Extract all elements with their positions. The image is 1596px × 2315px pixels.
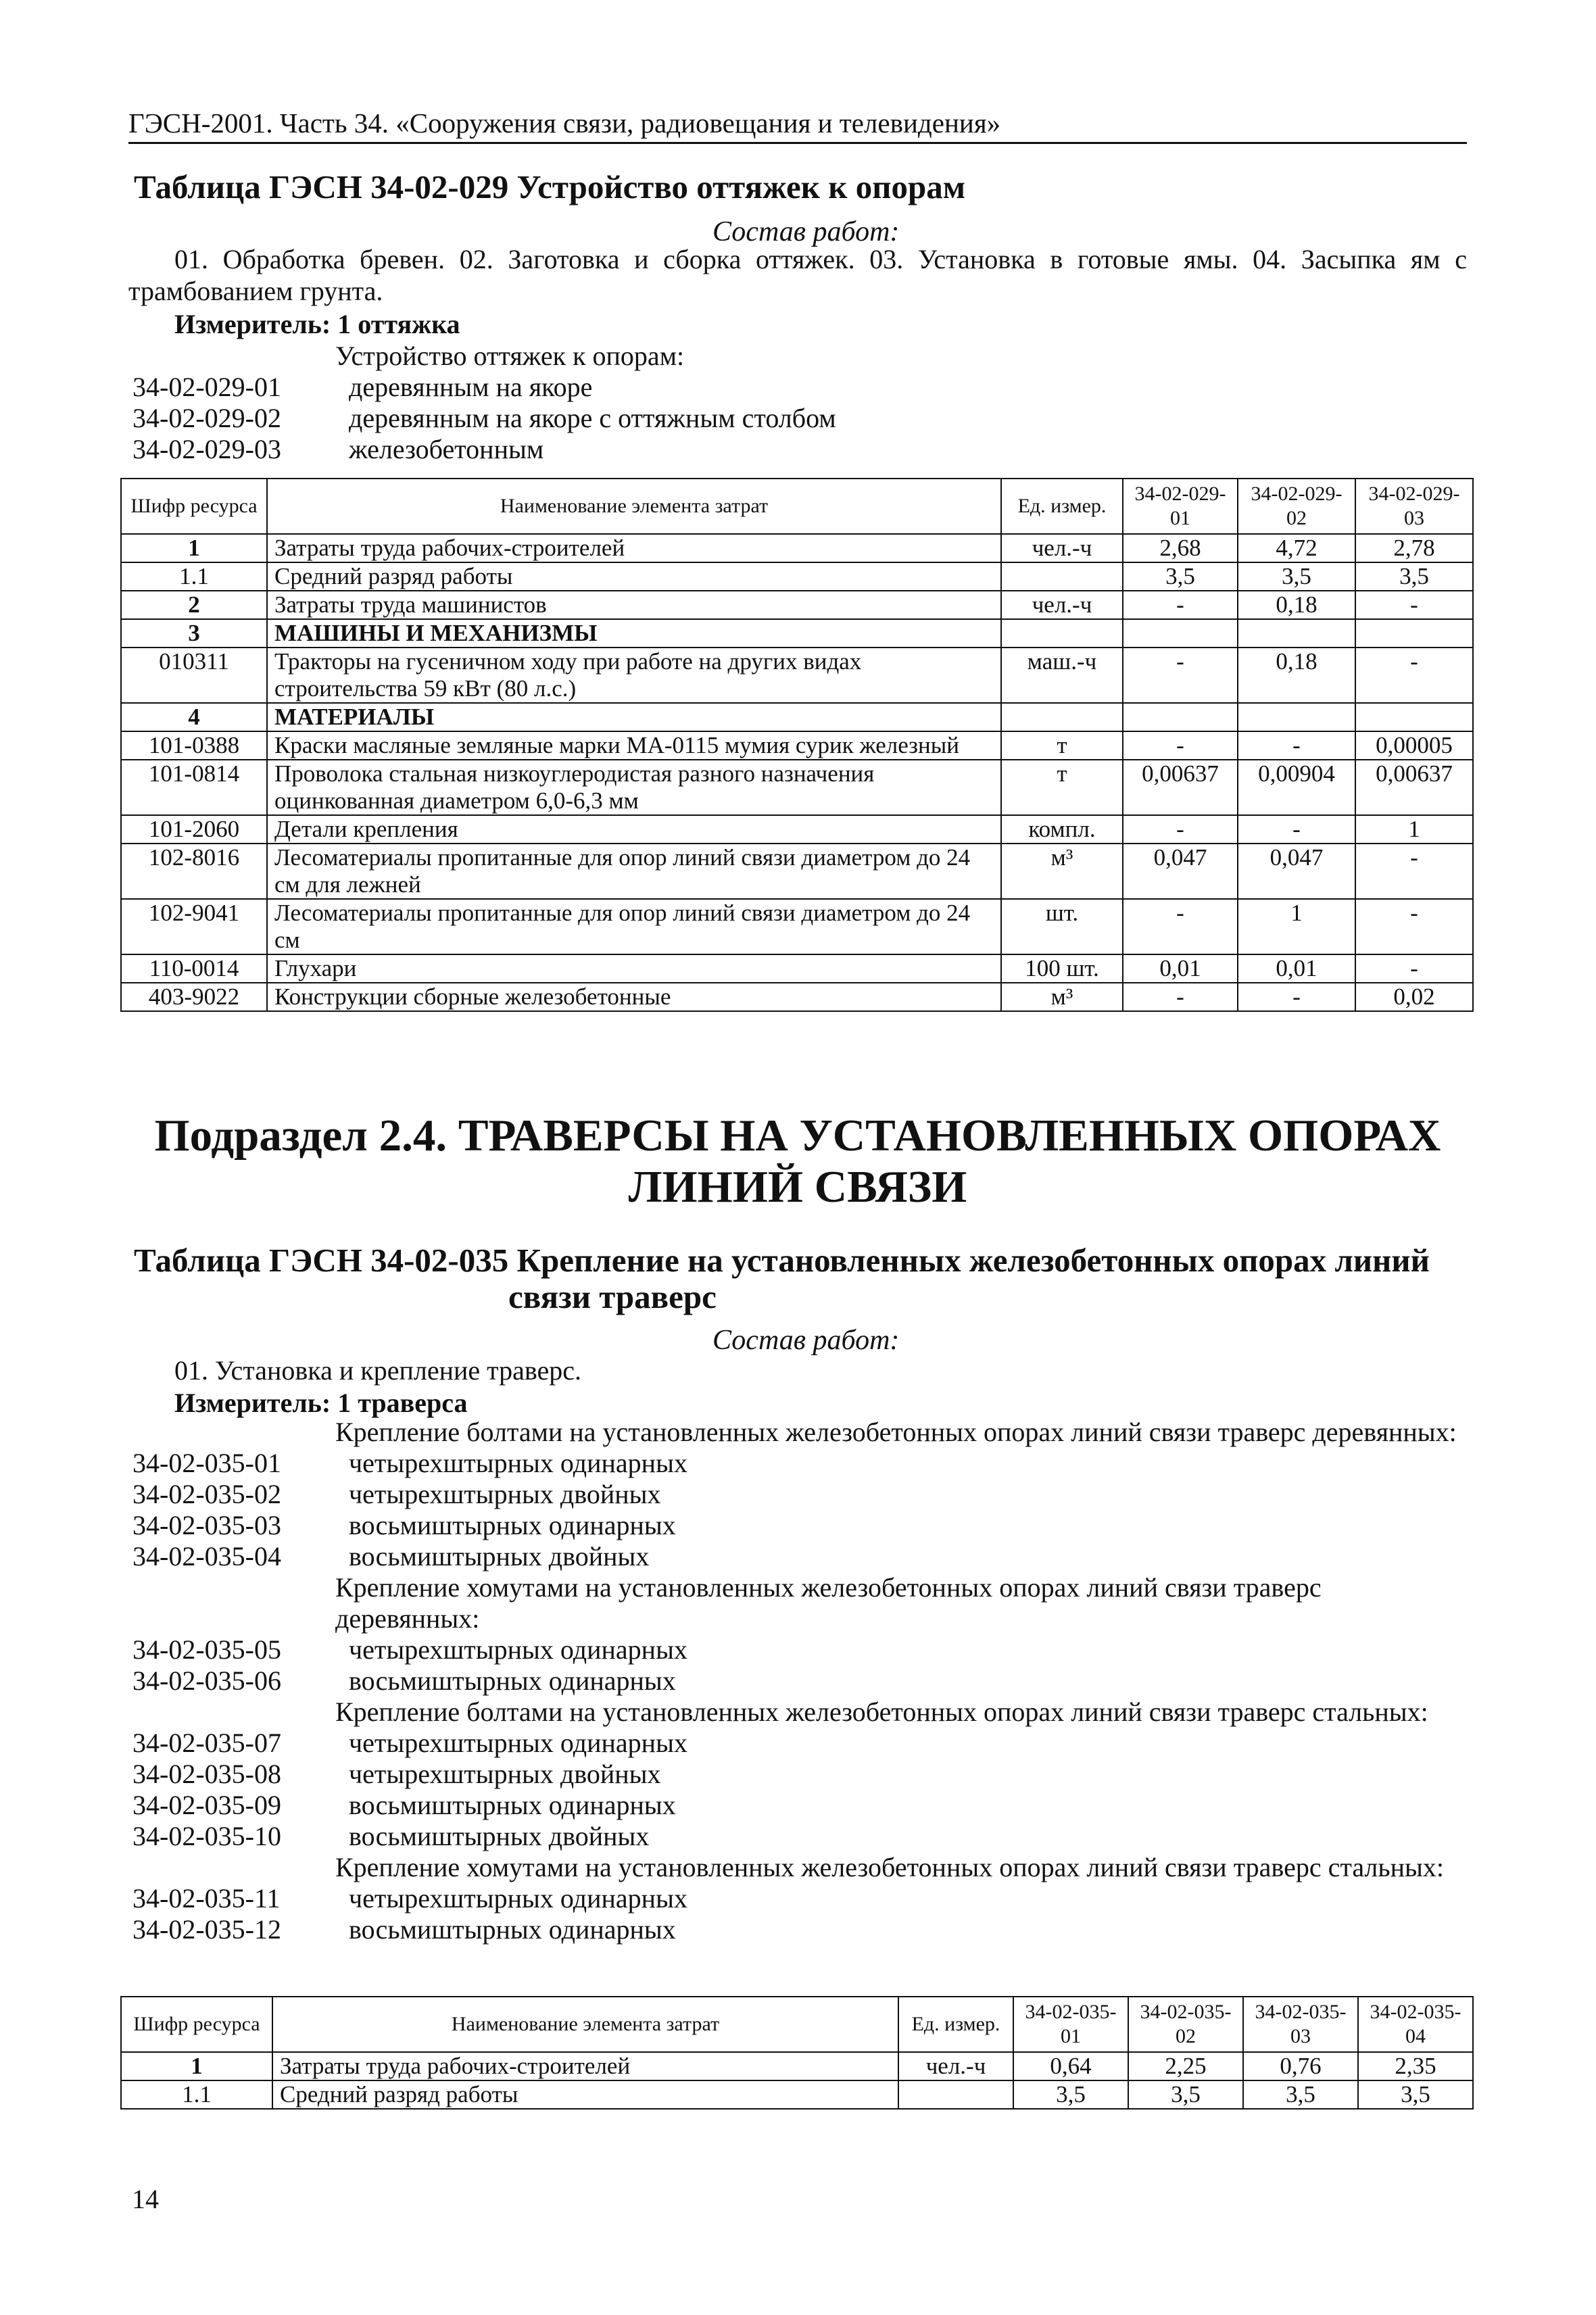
cell-name: Краски масляные земляные марки МА-0115 мумия сурик железный [267,731,1001,760]
table1-composition: 01. Обработка бревен. 02. Заготовка и сборка оттяжек. 03. Установка в готовые ямы. 04. Засыпка ям с трамбованием грунта. [128,244,1467,306]
col-header-code: Шифр ресурса [121,1997,272,2052]
table-row [121,619,1473,648]
variant-item [132,1448,1464,1479]
col-header-variant: 34-02-035-01 [1013,1997,1128,2052]
table2-title-line1: Таблица ГЭСН 34-02-035 Крепление на установленных железобетонных опорах линий [134,1242,1430,1279]
cell-code: 102-8016 [121,844,267,899]
cell-unit: 100 шт. [1001,954,1123,983]
table-row [121,731,1473,760]
col-header-variant: 34-02-029-03 [1355,479,1473,534]
variant-code: 34-02-035-11 [132,1883,281,1914]
cell-unit: чел.-ч [898,2052,1013,2080]
cell-value: - [1123,899,1238,954]
cell-unit: м³ [1001,844,1123,899]
variant-code: 34-02-035-08 [132,1759,281,1789]
table1-header-row [121,479,1473,534]
cell-value: 0,02 [1355,983,1473,1011]
cell-value: 0,01 [1238,954,1355,983]
cell-value: 3,5 [1123,562,1238,591]
cell-value: - [1355,954,1473,983]
cell-code: 110-0014 [121,954,267,983]
section-title: Подраздел 2.4. ТРАВЕРСЫ НА УСТАНОВЛЕННЫХ ОПОРАХ ЛИНИЙ СВЯЗИ [154,1111,1441,1212]
table1-group-materials [121,703,1473,1011]
cell-value: 3,5 [1128,2080,1243,2109]
cell-value: 0,00637 [1123,760,1238,815]
cell-value: 0,64 [1013,2052,1128,2080]
cell-value: 0,00637 [1355,760,1473,815]
table1-group-machines [121,619,1473,703]
cell-name: Конструкции сборные железобетонные [267,983,1001,1011]
cell-unit [1001,562,1123,591]
variant-code: 34-02-035-06 [132,1665,281,1696]
col-header-variant: 34-02-035-02 [1128,1997,1243,2052]
variant-item [132,1634,1464,1665]
cell-name: Глухари [267,954,1001,983]
table1-group-labor [121,534,1473,591]
table2-header-row [121,1997,1473,2052]
variant-item [132,403,836,434]
cell-name: Средний разряд работы [267,562,1001,591]
cell-code: 1 [121,534,267,562]
cell-value [1123,619,1238,648]
cell-code: 1.1 [121,2080,272,2109]
table-row [121,562,1473,591]
cell-value: 3,5 [1355,562,1473,591]
cell-value: 4,72 [1238,534,1355,562]
variant-item [132,1759,1464,1790]
variant-name: восьмиштырных одинарных [349,1665,676,1696]
cell-unit: т [1001,760,1123,815]
cell-name: Детали крепления [267,815,1001,844]
variant-item [132,1479,1464,1510]
col-header-unit: Ед. измер. [1001,479,1123,534]
table-row [121,899,1473,954]
table2-grid [120,1996,1474,2110]
page-number: 14 [132,2184,159,2214]
cell-value: 0,01 [1123,954,1238,983]
variant-name: восьмиштырных одинарных [349,1790,676,1820]
variant-code: 34-02-035-03 [132,1510,281,1540]
cell-value: - [1355,899,1473,954]
cell-unit: чел.-ч [1001,534,1123,562]
cell-value: 0,047 [1123,844,1238,899]
table1-title: Таблица ГЭСН 34-02-029 Устройство оттяжек к опорам [134,168,966,205]
cell-value: - [1238,731,1355,760]
cell-code: 101-0814 [121,760,267,815]
cell-name: Тракторы на гусеничном ходу при работе на других видах строительства 59 кВт (80 л.с.) [267,648,1001,703]
cell-name: МАШИНЫ И МЕХАНИЗМЫ [267,619,1001,648]
cell-code: 102-9041 [121,899,267,954]
cell-unit [1001,619,1123,648]
variant-code: 34-02-035-07 [132,1728,281,1758]
cell-value: 2,25 [1128,2052,1243,2080]
variant-item [132,1790,1464,1821]
cell-value: 3,5 [1013,2080,1128,2109]
cell-value [1355,703,1473,731]
table1-variants [132,372,836,465]
cell-value: - [1123,648,1238,703]
cell-unit [1001,703,1123,731]
cell-code: 3 [121,619,267,648]
cell-name: МАТЕРИАЛЫ [267,703,1001,731]
variant-name: деревянным на якоре с оттяжным столбом [349,403,836,433]
variant-item [132,1665,1464,1697]
cell-code: 4 [121,703,267,731]
variant-code: 34-02-035-05 [132,1634,281,1665]
cell-value: 2,68 [1123,534,1238,562]
page-header: ГЭСН-2001. Часть 34. «Сооружения связи, радиовещания и телевидения» [128,107,1001,139]
cell-value: 0,76 [1243,2052,1358,2080]
cell-unit: чел.-ч [1001,591,1123,619]
cell-name: Лесоматериалы пропитанные для опор линий связи диаметром до 24 см [267,899,1001,954]
variant-code: 34-02-029-02 [132,403,281,433]
cell-unit: компл. [1001,815,1123,844]
cell-value [1238,703,1355,731]
cell-value: 0,00005 [1355,731,1473,760]
variant-name: четырехштырных двойных [349,1759,661,1789]
variant-item [132,372,836,403]
table-row [121,703,1473,731]
cell-value: 3,5 [1358,2080,1473,2109]
table1-group-operators [121,591,1473,619]
cell-value: - [1355,591,1473,619]
table-row [121,2052,1473,2080]
cell-name: Лесоматериалы пропитанные для опор линий связи диаметром до 24 см для лежней [267,844,1001,899]
col-header-variant: 34-02-035-04 [1358,1997,1473,2052]
table1-grid [120,478,1474,1012]
cell-name: Проволока стальная низкоуглеродистая разного назначения оцинкованная диаметром 6,0-6,3 мм [267,760,1001,815]
cell-value: 1 [1238,899,1355,954]
col-header-variant: 34-02-029-01 [1123,479,1238,534]
col-header-variant: 34-02-035-03 [1243,1997,1358,2052]
variant-name: четырехштырных одинарных [349,1883,687,1914]
cell-unit: маш.-ч [1001,648,1123,703]
variant-item [132,1510,1464,1541]
cell-value: 3,5 [1238,562,1355,591]
cell-value [1238,619,1355,648]
table1-group-title: Устройство оттяжек к опорам: [335,341,685,371]
cell-code: 2 [121,591,267,619]
cell-value: - [1238,983,1355,1011]
cell-value: - [1123,815,1238,844]
variant-code: 34-02-029-03 [132,434,281,464]
table-row [121,954,1473,983]
variant-name: четырехштырных одинарных [349,1634,687,1665]
variant-item [132,1728,1464,1759]
table2-group-labor [121,2052,1473,2109]
variant-name: восьмиштырных двойных [349,1821,650,1851]
col-header-unit: Ед. измер. [898,1997,1013,2052]
header-rule [128,142,1467,144]
variant-code: 34-02-029-01 [132,372,281,402]
col-header-code: Шифр ресурса [121,479,267,534]
cell-value: - [1238,815,1355,844]
col-header-variant: 34-02-029-02 [1238,479,1355,534]
table2-title-line2: связи траверс [508,1278,717,1315]
table-row [121,591,1473,619]
variant-item [132,1883,1464,1914]
cell-value: - [1355,844,1473,899]
cell-code: 101-2060 [121,815,267,844]
table-row [121,760,1473,815]
variant-name: восьмиштырных одинарных [349,1914,676,1945]
cell-value: 0,18 [1238,591,1355,619]
cell-value: - [1123,983,1238,1011]
col-header-name: Наименование элемента затрат [267,479,1001,534]
variant-code: 34-02-035-01 [132,1448,281,1478]
table2-measure: Измеритель: 1 траверса [174,1388,468,1418]
table2-composition: 01. Установка и крепление траверс. [174,1355,582,1386]
cell-unit: шт. [1001,899,1123,954]
table-row [121,844,1473,899]
cell-code: 1.1 [121,562,267,591]
cell-value [1355,619,1473,648]
table1-measure: Измеритель: 1 оттяжка [174,309,460,339]
variant-code: 34-02-035-04 [132,1541,281,1571]
cell-code: 1 [121,2052,272,2080]
variant-name: четырехштырных двойных [349,1479,661,1509]
cell-value: - [1123,731,1238,760]
table-row [121,815,1473,844]
table1-composition-label: Состав работ: [712,216,900,247]
cell-name: Затраты труда рабочих-строителей [267,534,1001,562]
variant-group-title: Крепление хомутами на установленных железобетонных опорах линий связи траверс деревянных: [335,1572,1322,1634]
variant-item [132,1914,1464,1945]
variant-code: 34-02-035-10 [132,1821,281,1851]
cell-value: - [1123,591,1238,619]
variant-item [132,1541,1464,1572]
cell-unit: т [1001,731,1123,760]
variant-name: железобетонным [349,434,544,464]
variant-item [132,434,836,465]
cell-unit: м³ [1001,983,1123,1011]
variant-group-title: Крепление болтами на установленных железобетонных опорах линий связи траверс стальных: [335,1697,1428,1727]
cell-value: 0,047 [1238,844,1355,899]
table2-composition-label: Состав работ: [712,1325,900,1356]
variant-name: восьмиштырных двойных [349,1541,650,1571]
cell-unit [898,2080,1013,2109]
cell-name: Затраты труда рабочих-строителей [272,2052,898,2080]
cell-name: Средний разряд работы [272,2080,898,2109]
variant-code: 34-02-035-09 [132,1790,281,1820]
table-row [121,983,1473,1011]
variant-code: 34-02-035-02 [132,1479,281,1509]
cell-value: - [1355,648,1473,703]
variant-group-title: Крепление хомутами на установленных железобетонных опорах линий связи траверс стальных: [335,1852,1445,1882]
cell-value: 2,78 [1355,534,1473,562]
table-row [121,648,1473,703]
variant-name: четырехштырных одинарных [349,1728,687,1758]
cell-value: 3,5 [1243,2080,1358,2109]
cell-code: 403-9022 [121,983,267,1011]
table2-variants [132,1417,1464,1945]
cell-value: 0,18 [1238,648,1355,703]
cell-value: 0,00904 [1238,760,1355,815]
variant-name: четырехштырных одинарных [349,1448,687,1478]
table-row [121,2080,1473,2109]
col-header-name: Наименование элемента затрат [272,1997,898,2052]
cell-value: 1 [1355,815,1473,844]
cell-code: 010311 [121,648,267,703]
variant-name: деревянным на якоре [349,372,593,402]
variant-item [132,1821,1464,1852]
cell-value [1123,703,1238,731]
cell-code: 101-0388 [121,731,267,760]
variant-code: 34-02-035-12 [132,1914,281,1945]
cell-value: 2,35 [1358,2052,1473,2080]
table-row [121,534,1473,562]
variant-name: восьмиштырных одинарных [349,1510,676,1540]
cell-name: Затраты труда машинистов [267,591,1001,619]
variant-group-title: Крепление болтами на установленных железобетонных опорах линий связи траверс деревянных: [335,1417,1457,1447]
